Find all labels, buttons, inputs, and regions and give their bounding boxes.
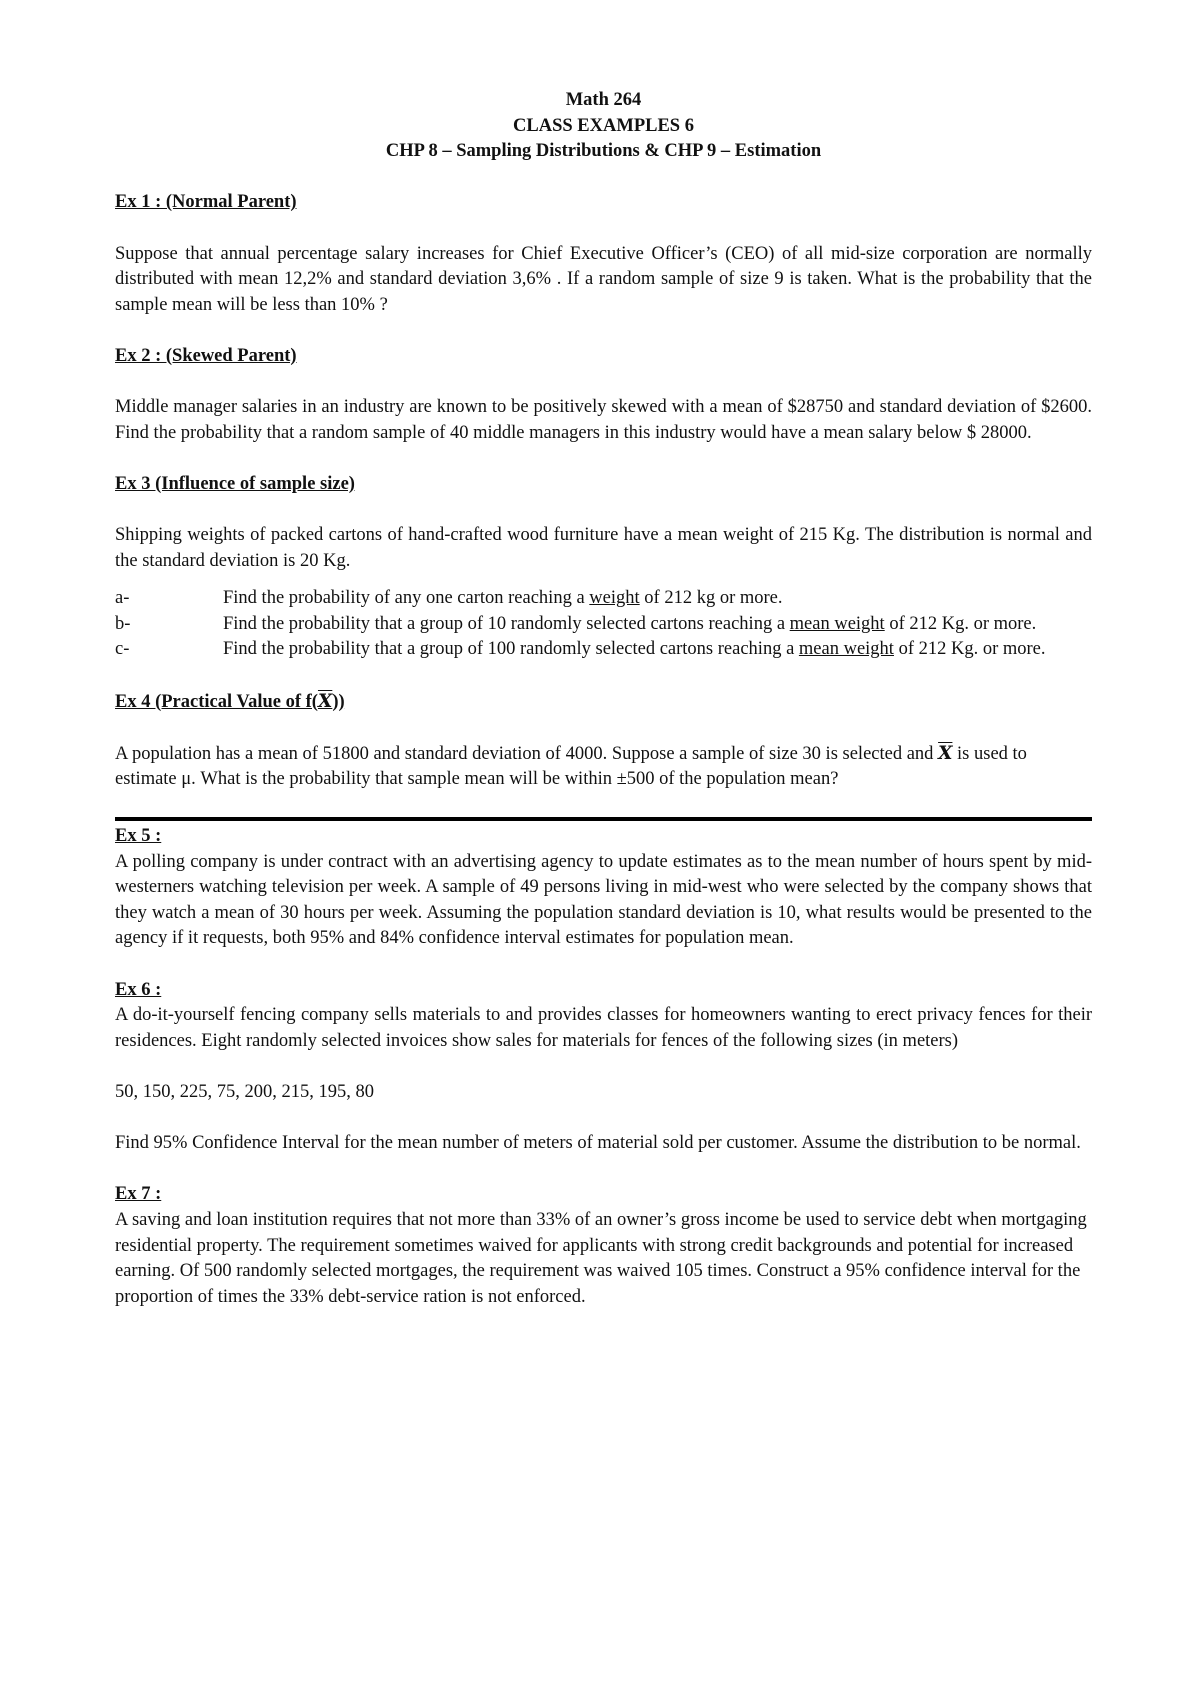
document-content [115,88,1092,1310]
course-title: Math 264 [565,90,642,110]
ex3-part-b [115,612,1092,638]
part-text: Find the probability of any one carton reaching a [223,588,590,609]
ex3-part-a [115,586,1092,612]
ex4-heading [115,689,1092,716]
section-divider [115,817,1092,821]
ex5-body: A polling company is under contract with an advertising agency to update estimates as to the mean number of hours spent by mid-westerners watching television per week. A sample of 49 persons living in mid-west who were selected by the company shows that they watch a mean of 30 hours per week. Assuming the population standard deviation is 10, what results would be presented to the agency if it requests, both 95% and 84% confidence interval estimates for population mean. [115,851,1092,949]
part-label: c- [115,639,130,660]
x-bar-symbol: $\overline{X}$ [938,742,953,764]
ex4-body-text: A population has a mean of 51800 and standard deviation of 4000. Suppose a sample of size 30 is selected and [115,743,939,764]
chapters-title: CHP 8 – Sampling Distributions & CHP 9 – Estimation [385,141,822,162]
ex6-heading: Ex 6 : [115,979,162,1000]
ex3-parts-list [115,586,1092,663]
ex5-heading: Ex 5 : [115,826,162,847]
document-subtitle: CLASS EXAMPLES 6 [513,115,694,136]
underlined-term: weight [589,588,640,609]
ex6-question: Find 95% Confidence Interval for the mean number of meters of material sold per customer. Assume the distribution to be normal. [115,1133,1081,1154]
ex1-heading: Ex 1 : (Normal Parent) [115,192,297,213]
underlined-term: mean weight [798,639,894,660]
ex2-body: Middle manager salaries in an industry are known to be positively skewed with a mean of $28750 and standard deviation of $2600. Find the probability that a random sample of 40 middle managers in this industry would have a mean salary below $ 28000. [115,397,1092,443]
ex4-body [115,741,1092,793]
ex1-body: Suppose that annual percentage salary increases for Chief Executive Officer’s (CEO) of all mid-size corporation are normally distributed with mean 12,2% and standard deviation 3,6% . If a random sample of size 9 is taken. What is the probability that the sample mean will be less than 10% ? [115,243,1092,315]
part-label: a- [115,588,130,609]
ex3-heading: Ex 3 (Influence of sample size) [115,473,355,494]
ex2-heading: Ex 2 : (Skewed Parent) [115,345,297,366]
ex7-heading: Ex 7 : [115,1184,162,1205]
ex4-heading-text: Ex 4 (Practical Value of f( [115,691,318,712]
ex6-body: A do-it-yourself fencing company sells materials to and provides classes for homeowners wanting to erect privacy fences for their residences. Eight randomly selected invoices show sales for materials for fences of the following sizes (in meters) [115,1005,1092,1051]
part-text: of 212 Kg. or more. [893,639,1046,660]
ex3-part-c [115,637,1092,663]
part-text: Find the probability that a group of 100 randomly selected cartons reaching a [223,639,799,660]
ex7-body: A saving and loan institution requires that not more than 33% of an owner’s gross income be used to service debt when mortgaging residential property. The requirement sometimes waived for applicants with strong credit backgrounds and potential for increased earning. Of 500 randomly selected mortgages, the requirement was waived 105 times. Construct a 95% confidence interval for the proportion of times the 33% debt-service ration is not enforced. [115,1209,1087,1307]
ex4-heading-text: )) [332,691,345,712]
document-header [115,88,1092,165]
part-text: of 212 Kg. or more. [884,613,1037,634]
ex3-body: Shipping weights of packed cartons of hand-crafted wood furniture have a mean weight of 215 Kg. The distribution is normal and the standard deviation is 20 Kg. [115,525,1092,571]
part-text: Find the probability that a group of 10 randomly selected cartons reaching a [223,613,790,634]
x-bar-symbol: X [317,690,333,712]
part-label: b- [115,613,131,634]
part-text: of 212 kg or more. [639,588,783,609]
ex4-body-text: is used to estimate μ. What is the probability that sample mean will be within ±500 of the population mean? [115,743,1027,790]
ex6-data-values: 50, 150, 225, 75, 200, 215, 195, 80 [115,1081,374,1102]
underlined-term: mean weight [789,613,885,634]
